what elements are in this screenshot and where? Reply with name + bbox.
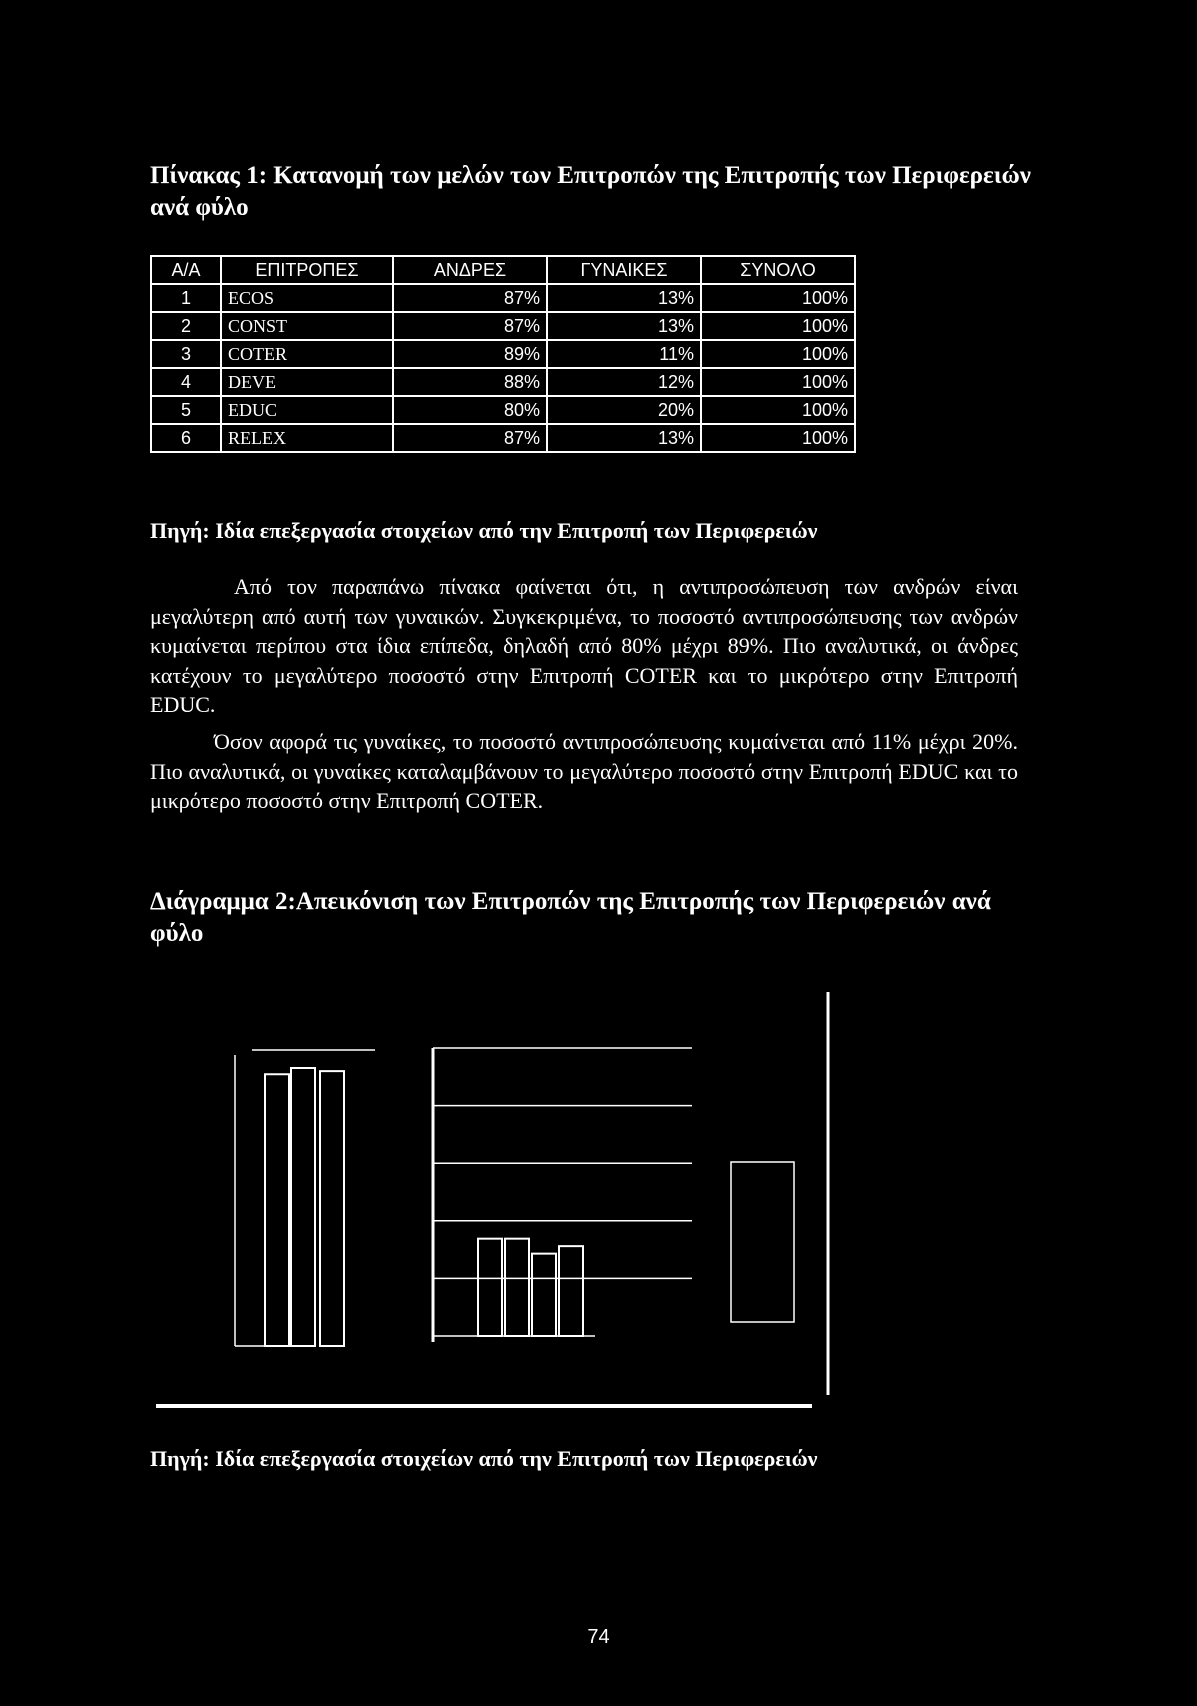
table-title: Πίνακας 1: Κατανομή των μελών των Επιτροπών της Επιτροπής των Περιφερειών ανά φύλο bbox=[150, 162, 1031, 221]
cell-women: 13% bbox=[547, 284, 701, 312]
chart-bar-women bbox=[532, 1254, 556, 1336]
cell-total: 100% bbox=[701, 312, 855, 340]
header-men: ΑΝΔΡΕΣ bbox=[393, 256, 547, 284]
chart-bar-women bbox=[559, 1246, 583, 1336]
cell-women: 12% bbox=[547, 368, 701, 396]
chart-legend-box bbox=[731, 1162, 794, 1322]
cell-women: 20% bbox=[547, 396, 701, 424]
chart-bar-men bbox=[291, 1068, 315, 1346]
cell-committee: DEVE bbox=[221, 368, 393, 396]
cell-total: 100% bbox=[701, 340, 855, 368]
chart-bar-women bbox=[505, 1239, 529, 1336]
cell-men: 87% bbox=[393, 424, 547, 452]
cell-index: 5 bbox=[151, 396, 221, 424]
header-women: ΓΥΝΑΙΚΕΣ bbox=[547, 256, 701, 284]
cell-index: 2 bbox=[151, 312, 221, 340]
cell-committee: COTER bbox=[221, 340, 393, 368]
cell-total: 100% bbox=[701, 368, 855, 396]
cell-committee: ECOS bbox=[221, 284, 393, 312]
body-paragraph: Από τον παραπάνω πίνακα φαίνεται ότι, η αντιπροσώπευση των ανδρών είναι μεγαλύτερη από αυτή των γυναικών. Συγκεκριμένα, το ποσοστό αντιπροσώπευσης των ανδρών κυμαίνεται περίπου στα ίδια επίπεδα, δηλαδή από 80% μέχρι 89%. Πιο αναλυτικά, οι άνδρες κατέχουν το μεγαλύτερο ποσοστό στην Επιτροπή COTER και το μικρότερο στην Επιτροπή EDUC. bbox=[150, 574, 1018, 717]
header-index: Α/Α bbox=[151, 256, 221, 284]
body-paragraph: Όσον αφορά τις γυναίκες, το ποσοστό αντιπροσώπευσης κυμαίνεται από 11% μέχρι 20%. Πιο αναλυτικά, οι γυναίκες καταλαμβάνουν το μεγαλύτερο ποσοστό στην Επιτροπή EDUC και το μικρότερο ποσοστό στην Επιτροπή COTER. bbox=[150, 729, 1018, 813]
cell-index: 1 bbox=[151, 284, 221, 312]
cell-men: 88% bbox=[393, 368, 547, 396]
page-number: 74 bbox=[587, 1626, 610, 1648]
cell-women: 13% bbox=[547, 424, 701, 452]
chart-source: Πηγή: Ιδία επεξεργασία στοιχείων από την Επιτροπή των Περιφερειών bbox=[150, 1446, 818, 1471]
cell-committee: CONST bbox=[221, 312, 393, 340]
cell-index: 6 bbox=[151, 424, 221, 452]
cell-index: 3 bbox=[151, 340, 221, 368]
chart-bars bbox=[265, 1068, 583, 1346]
chart-bar-men bbox=[265, 1074, 289, 1346]
chart-bar-men bbox=[320, 1071, 344, 1346]
chart-gridlines bbox=[433, 1048, 692, 1336]
header-committees: ΕΠΙΤΡΟΠΕΣ bbox=[221, 256, 393, 284]
cell-total: 100% bbox=[701, 396, 855, 424]
cell-committee: RELEX bbox=[221, 424, 393, 452]
cell-committee: EDUC bbox=[221, 396, 393, 424]
chart-bar-women bbox=[478, 1239, 502, 1336]
chart-frame bbox=[156, 992, 828, 1406]
cell-total: 100% bbox=[701, 284, 855, 312]
cell-women: 13% bbox=[547, 312, 701, 340]
header-total: ΣΥΝΟΛΟ bbox=[701, 256, 855, 284]
cell-men: 87% bbox=[393, 312, 547, 340]
chart-title: Διάγραμμα 2:Απεικόνιση των Επιτροπών της Επιτροπής των Περιφερειών ανά φύλο bbox=[150, 888, 991, 947]
cell-women: 11% bbox=[547, 340, 701, 368]
cell-total: 100% bbox=[701, 424, 855, 452]
cell-index: 4 bbox=[151, 368, 221, 396]
cell-men: 80% bbox=[393, 396, 547, 424]
cell-men: 89% bbox=[393, 340, 547, 368]
cell-men: 87% bbox=[393, 284, 547, 312]
table-source: Πηγή: Ιδία επεξεργασία στοιχείων από την Επιτροπή των Περιφερειών bbox=[150, 518, 818, 543]
